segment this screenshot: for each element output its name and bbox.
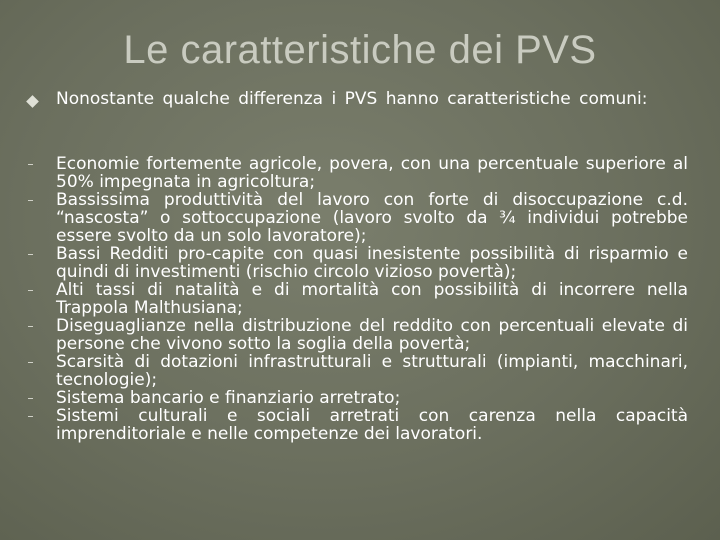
list-item-text: Diseguaglianze nella distribuzione del reddito con percentuali elevate di persone che vivono sotto la soglia della povertà;: [56, 316, 688, 354]
intro-text: Nonostante qualche differenza i PVS hanno caratteristiche comuni:: [56, 89, 648, 109]
list-item: [28, 353, 688, 389]
dash-bullet-icon: [28, 290, 33, 291]
list-item-text: Scarsità di dotazioni infrastrutturali e strutturali (impianti, macchinari, tecnologie);: [56, 352, 688, 390]
list-item: [28, 245, 688, 281]
list-item: [28, 389, 688, 407]
list-item-text: Economie fortemente agricole, povera, con una percentuale superiore al 50% impegnata in agricoltura;: [56, 154, 688, 192]
dash-bullet-icon: [28, 326, 33, 327]
list-item-text: Bassissima produttività del lavoro con forte di disoccupazione c.d. “nascosta” o sottoccupazione (lavoro svolto da ¾ individui potrebbe essere svolto da un solo lavoratore);: [56, 190, 688, 246]
diamond-bullet-icon: [26, 95, 39, 108]
list-item-text: Sistema bancario e finanziario arretrato;: [56, 388, 401, 408]
dash-bullet-icon: [28, 164, 33, 165]
list-item: [28, 407, 688, 443]
characteristics-list: [28, 155, 688, 443]
dash-bullet-icon: [28, 398, 33, 399]
dash-bullet-icon: [28, 362, 33, 363]
list-item: [28, 317, 688, 353]
dash-bullet-icon: [28, 416, 33, 417]
list-item: [28, 191, 688, 245]
list-item-text: Alti tassi di natalità e di mortalità con possibilità di incorrere nella Trappola Malthusiana;: [56, 280, 688, 318]
dash-bullet-icon: [28, 200, 33, 201]
list-item: [28, 281, 688, 317]
list-item: [28, 155, 688, 191]
list-item-text: Sistemi culturali e sociali arretrati con carenza nella capacità imprenditoriale e nelle competenze dei lavoratori.: [56, 406, 688, 444]
list-item-text: Bassi Redditi pro-capite con quasi inesistente possibilità di risparmio e quindi di investimenti (rischio circolo vizioso povertà);: [56, 244, 688, 282]
dash-bullet-icon: [28, 254, 33, 255]
slide-title: Le caratteristiche dei PVS: [123, 28, 597, 72]
